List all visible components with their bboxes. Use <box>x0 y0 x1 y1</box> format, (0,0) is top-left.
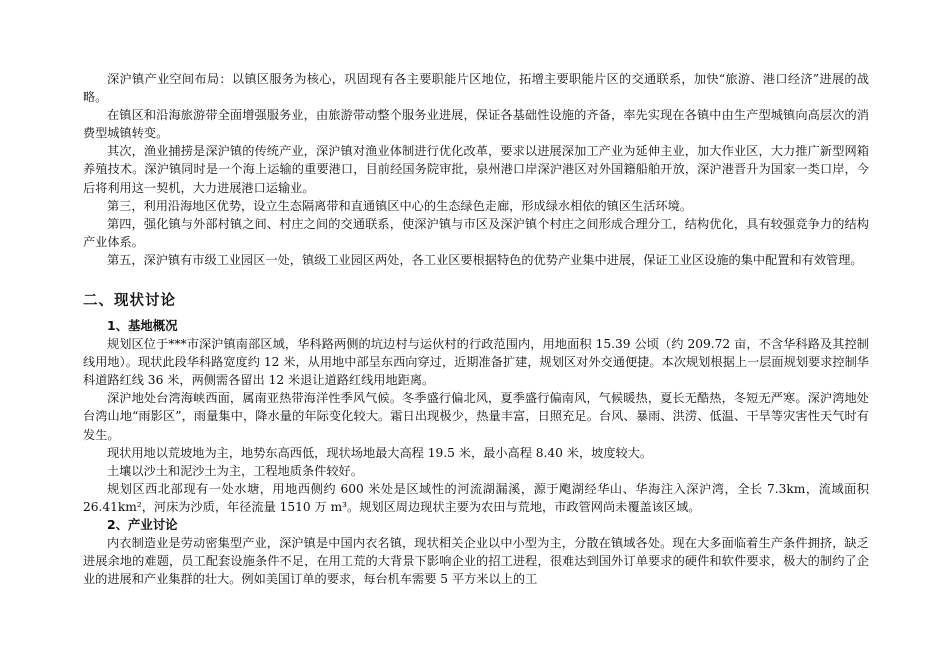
paragraph-layout-strategy: 深沪镇产业空间布局：以镇区服务为核心，巩固现有各主要职能片区地位，拓增主要职能片区的交通联系，加快“旅游、港口经济”进展的战略。 <box>83 72 869 105</box>
section-spacer <box>83 269 869 291</box>
paragraph-terrain: 现状用地以荒坡地为主，地势东高西低，现状场地最大高程 19.5 米，最小高程 8.40 米，坡度较大。 <box>107 445 653 460</box>
paragraph-hydrology: 规划区西北部现有一处水塘，用地西侧约 600 米处是区域性的河流湖漏溪，源于飑湖经华山、华海注入深沪湾，全长 7.3km，流域面积 26.41km²，河床为沙质，年径流量 1510 万 m³。规划区周边现状主要为农田与荒地，市政管网尚未覆盖该区域。 <box>83 481 869 514</box>
paragraph-tourism-service: 在镇区和沿海旅游带全面增强服务业，由旅游带动整个服务业进展，保证各基础性设施的齐备，率先实现在各镇中由生产型城镇向高层次的消费型城镇转变。 <box>83 108 869 141</box>
subsection-heading-base: 1、基地概况 <box>107 318 178 334</box>
paragraph-underwear-industry: 内衣制造业是劳动密集型产业，深沪镇是中国内衣名镇，现状相关企业以中小型为主，分散在镇域各处。现在大多面临着生产条件拥挤，缺乏进展余地的难题，员工配套设施条件不足，在用工荒的大背景下影响企业的招工进程，很难达到国外订单要求的硬件和软件要求，极大的制约了企业的进展和产业集群的壮大。例如美国订单的要求，每台机车需要 5 平方米以上的工 <box>83 535 869 587</box>
paragraph-transport-links: 第四，强化镇与外部村镇之间、村庄之间的交通联系，使深沪镇与市区及深沪镇个村庄之间形成合理分工，结构优化，具有较强竞争力的结构产业体系。 <box>83 216 869 249</box>
paragraph-soil: 土壤以沙土和泥沙土为主，工程地质条件较好。 <box>107 463 363 478</box>
paragraph-fishery-port: 其次，渔业捕捞是深沪镇的传统产业，深沪镇对渔业体制进行优化改革，要求以进展深加工产业为延伸主业，加大作业区，大力推广新型网箱养殖技术。深沪镇同时是一个海上运输的重要港口，目前经国务院审批，泉州港口岸深沪港区对外国籍船舶开放，深沪港晋升为国家一类口岸，今后将利用这一契机，大力进展港口运输业。 <box>83 144 869 195</box>
subsection-heading-industry: 2、产业讨论 <box>107 516 178 532</box>
paragraph-site-location: 规划区位于***市深沪镇南部区域，华科路两侧的坑边村与运伙村的行政范围内，用地面积 15.39 公顷（约 209.72 亩，不含华科路及其控制线用地）。现状此段华科路宽度约 12 米，从用地中部呈东西向穿过，近期准备扩建，规划区对外交通便捷。本次规划根据上一层面规划要求控制华科道路红线 36 米，两侧需各留出 12 米退让道路红线用地距离。 <box>83 337 869 388</box>
section-heading: 二、现状讨论 <box>83 293 176 310</box>
paragraph-climate: 深沪地处台湾海峡西面，属南亚热带海洋性季风气候。冬季盛行偏北风，夏季盛行偏南风，气候暖热，夏长无酷热，冬短无严寒。深沪湾地处台湾山地“雨影区”，雨量集中，降水量的年际变化较大。霜日出现极少，热量丰富，日照充足。台风、暴雨、洪涝、低温、干旱等灾害性天气时有发生。 <box>83 391 869 442</box>
paragraph-ecology: 第三，利用沿海地区优势，设立生态隔离带和直通镇区中心的生态绿色走廊，形成绿水相依的镇区生活环境。 <box>107 198 692 213</box>
document-body <box>83 70 869 588</box>
paragraph-industrial-parks: 第五，深沪镇有市级工业园区一处，镇级工业园区两处，各工业区要根据特色的优势产业集中进展，保证工业区设施的集中配置和有效管理。 <box>107 252 863 267</box>
